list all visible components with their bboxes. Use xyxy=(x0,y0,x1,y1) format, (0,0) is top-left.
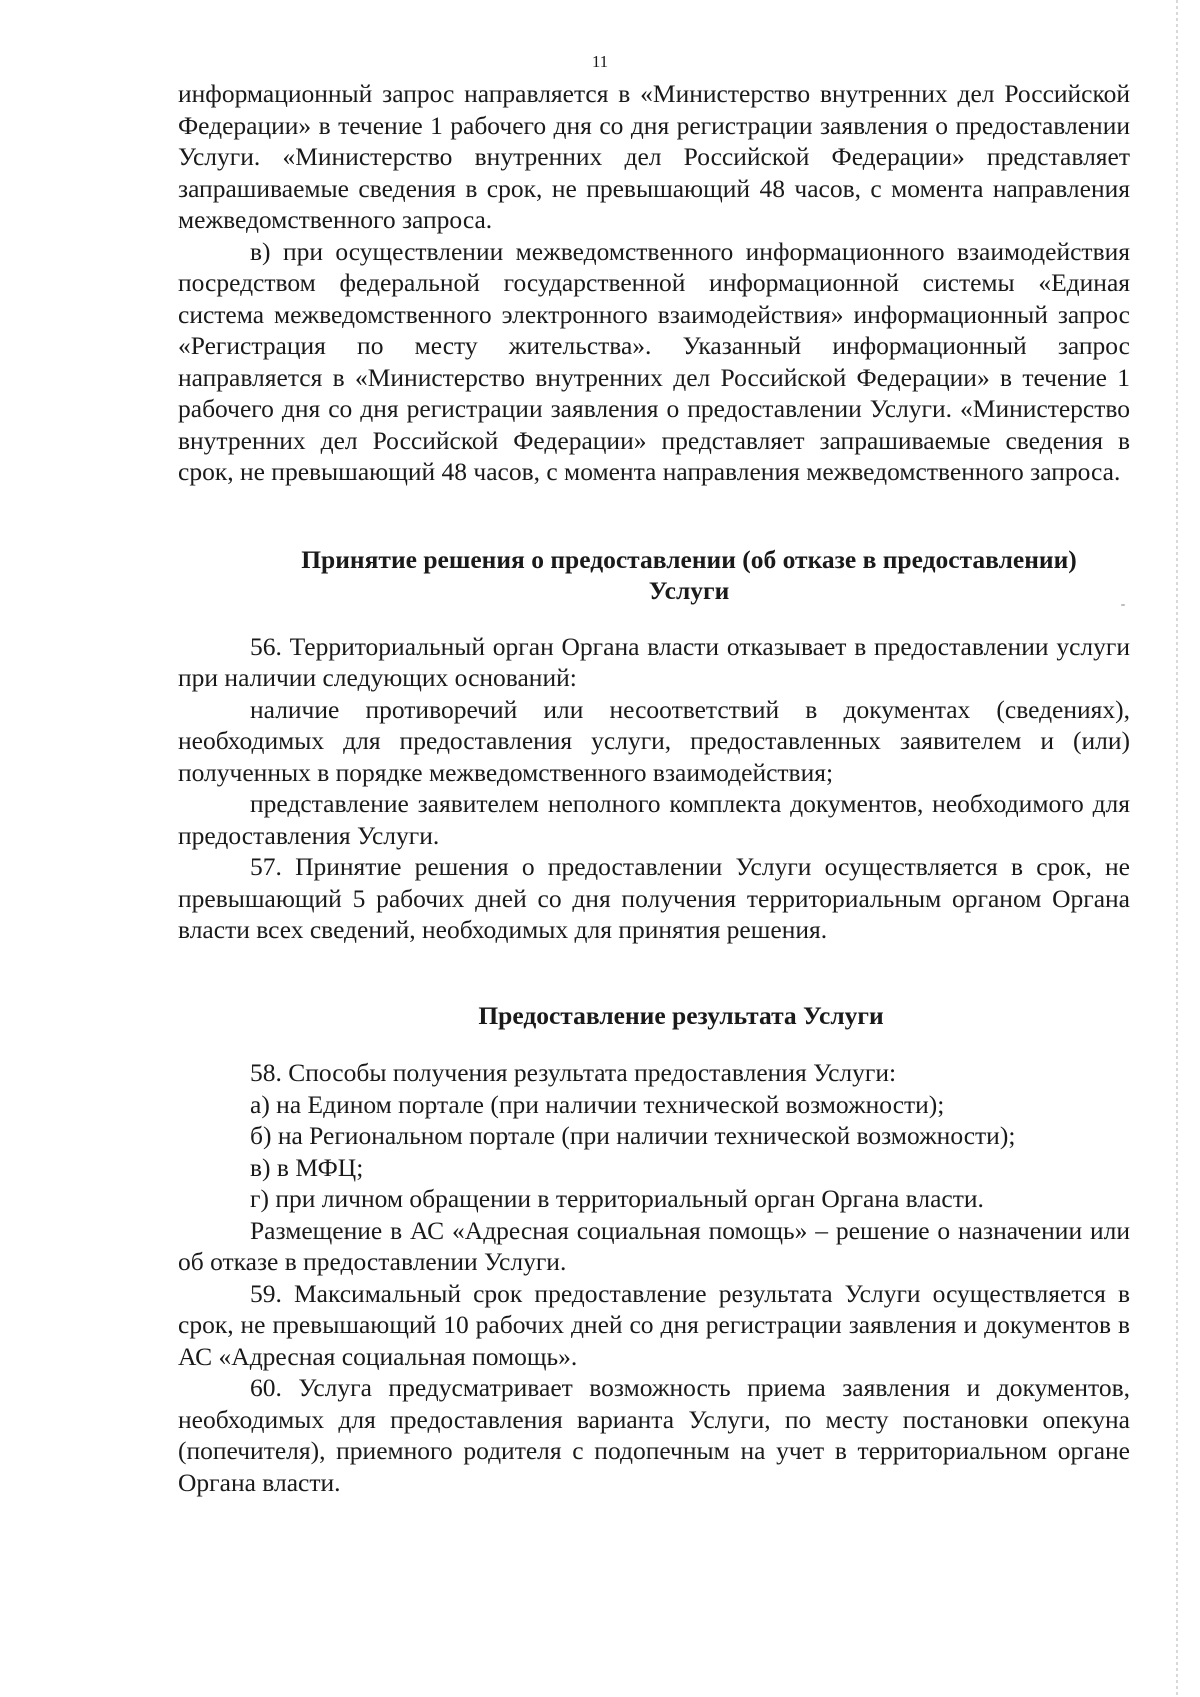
section-heading-decision xyxy=(178,544,1130,607)
list-item-a: а) на Едином портале (при наличии технической возможности); xyxy=(250,1089,945,1119)
paragraph-item-v: в) при осуществлении межведомственного информационного взаимодействия посредством федеральной государственной информационной системы «Единая система межведомственного электронного взаимодействия» информационный запрос «Регистрация по месту жительства». Указанный информационный запрос направляется в «Министерство внутренних дел Российской Федерации» в течение 1 рабочего дня со дня регистрации заявления о предоставлении Услуги. «Министерство внутренних дел Российской Федерации» представляет запрашиваемые сведения в срок, не превышающий 48 часов, с момента направления межведомственного запроса. xyxy=(178,236,1130,486)
document-body xyxy=(178,78,1130,1498)
paragraph-placement: Размещение в АС «Адресная социальная помощь» – решение о назначении или об отказе в предоставлении Услуги. xyxy=(178,1215,1130,1276)
paragraph-58: 58. Способы получения результата предоставления Услуги: xyxy=(250,1058,897,1087)
paragraph-59: 59. Максимальный срок предоставление результата Услуги осуществляется в срок, не превышающий 10 рабочих дней со дня регистрации заявления и документов в АС «Адресная социальная помощь». xyxy=(178,1278,1130,1371)
list-item-b: б) на Региональном портале (при наличии технической возможности); xyxy=(250,1121,1016,1150)
scan-edge-line xyxy=(1176,0,1178,1697)
list-item-g: г) при личном обращении в территориальный орган Органа власти. xyxy=(250,1184,984,1213)
paragraph-ground-contradictions: наличие противоречий или несоответствий в документах (сведениях), необходимых для предоставления услуги, предоставленных заявителем и (или) полученных в порядке межведомственного взаимодействия; xyxy=(178,694,1130,787)
section-heading-line: Принятие решения о предоставлении (об отказе в предоставлении) xyxy=(301,544,1077,574)
paragraph-56: 56. Территориальный орган Органа власти отказывает в предоставлении услуги при наличии следующих оснований: xyxy=(178,631,1130,692)
section-heading-result: Предоставление результата Услуги xyxy=(478,1000,884,1030)
page-number: 11 xyxy=(591,52,609,71)
paragraph-ground-incomplete: представление заявителем неполного комплекта документов, необходимого для предоставления Услуги. xyxy=(178,789,1130,850)
section-heading-line: Услуги xyxy=(648,576,730,605)
paragraph-60: 60. Услуга предусматривает возможность приема заявления и документов, необходимых для предоставления варианта Услуги, по месту постановки опекуна (попечителя), приемного родителя с подопечным на учет в территориальном органе Органа власти. xyxy=(178,1373,1130,1497)
paragraph-57: 57. Принятие решения о предоставлении Услуги осуществляется в срок, не превышающий 5 рабочих дней со дня получения территориальным органом Органа власти всех сведений, необходимых для принятия решения. xyxy=(178,852,1130,944)
paragraph-continuation: информационный запрос направляется в «Министерство внутренних дел Российской Федерации» в течение 1 рабочего дня со дня регистрации заявления о предоставлении Услуги. «Министерство внутренних дел Российской Федерации» представляет запрашиваемые сведения в срок, не превышающий 48 часов, с момента направления межведомственного запроса. xyxy=(178,79,1130,234)
list-item-v: в) в МФЦ; xyxy=(250,1152,364,1182)
